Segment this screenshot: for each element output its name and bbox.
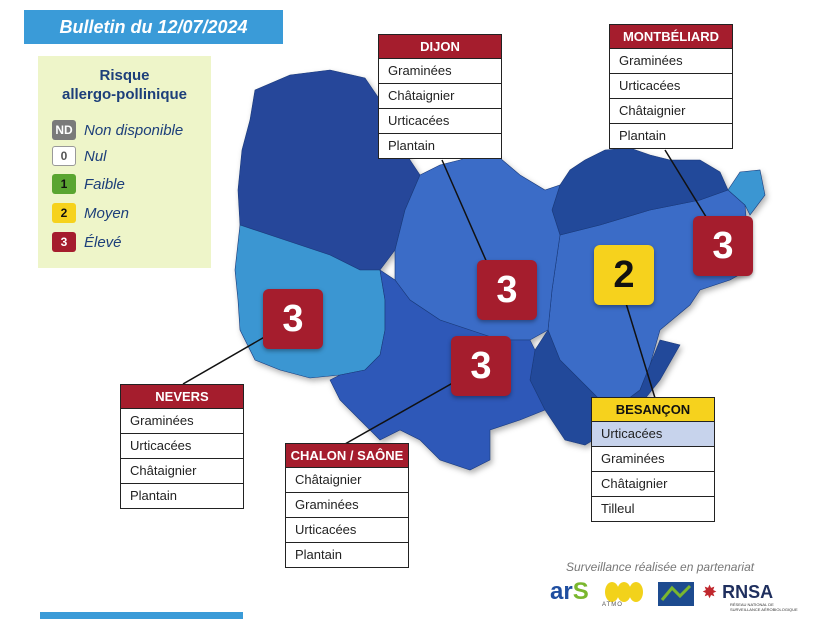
- city-name-dijon: DIJON: [379, 35, 501, 59]
- legend-badge-faible: 1: [52, 174, 76, 194]
- city-name-chalon: CHALON / SAÔNE: [286, 444, 408, 468]
- legend-label-eleve: Élevé: [84, 233, 122, 251]
- pollen-item: Graminées: [121, 409, 243, 434]
- rnsa-subtitle: RÉSEAU NATIONAL DE SURVEILLANCE AÉROBIOLOGIQUE: [730, 602, 798, 612]
- city-box-chalon: [285, 443, 409, 568]
- pollen-item: Châtaignier: [592, 472, 714, 497]
- ars-logo: arS: [550, 578, 589, 605]
- city-box-nevers: [120, 384, 244, 509]
- pollen-item: Graminées: [610, 49, 732, 74]
- pollen-item: Graminées: [379, 59, 501, 84]
- partnership-caption: Surveillance réalisée en partenariat: [566, 560, 755, 574]
- atmo-logo-text: ATMO: [602, 602, 623, 608]
- risk-badge-dijon: 3: [477, 260, 537, 320]
- legend-badge-nul: 0: [52, 146, 76, 166]
- pollen-item: Châtaignier: [286, 468, 408, 493]
- risk-badge-montbeliard: 3: [693, 216, 753, 276]
- legend-label-nul: Nul: [84, 147, 107, 165]
- pollen-item: Graminées: [286, 493, 408, 518]
- pollen-item: Châtaignier: [121, 459, 243, 484]
- risk-badge-nevers: 3: [263, 289, 323, 349]
- pollen-item: Châtaignier: [610, 99, 732, 124]
- city-name-montbeliard: MONTBÉLIARD: [610, 25, 732, 49]
- pollen-item: Graminées: [592, 447, 714, 472]
- legend-badge-nd: ND: [52, 120, 76, 140]
- pollen-item: Châtaignier: [379, 84, 501, 109]
- pollen-item: Urticacées: [592, 422, 714, 447]
- pollen-item: Plantain: [619, 128, 666, 143]
- pollen-item: Plantain: [388, 138, 435, 153]
- legend-label-faible: Faible: [84, 175, 125, 193]
- aerobio-logo: [658, 582, 694, 606]
- pollen-item: Plantain: [130, 488, 177, 503]
- legend-label-moyen: Moyen: [84, 204, 130, 222]
- legend-label-nd: Non disponible: [84, 121, 184, 139]
- pollen-item: Tilleul: [601, 501, 635, 516]
- legend-badge-moyen: 2: [52, 203, 76, 223]
- pollen-item: Plantain: [295, 547, 342, 562]
- pollen-item: Urticacées: [286, 518, 408, 543]
- bulletin-date-banner: Bulletin du 12/07/2024: [24, 10, 283, 44]
- rnsa-logo: ✸ RNSA: [702, 582, 774, 602]
- city-box-montbeliard: [609, 24, 733, 149]
- city-name-nevers: NEVERS: [121, 385, 243, 409]
- partner-logos: [550, 578, 800, 610]
- city-box-besancon: [591, 397, 715, 522]
- risk-badge-chalon: 3: [451, 336, 511, 396]
- footer-accent-bar: [40, 612, 243, 619]
- city-name-besancon: BESANÇON: [592, 398, 714, 422]
- legend-badge-eleve: 3: [52, 232, 76, 252]
- legend-title: Risque allergo-pollinique: [61, 67, 187, 103]
- pollen-item: Urticacées: [121, 434, 243, 459]
- risk-badge-besancon: 2: [594, 245, 654, 305]
- pollen-item: Urticacées: [379, 109, 501, 134]
- city-box-dijon: [378, 34, 502, 159]
- pollen-item: Urticacées: [610, 74, 732, 99]
